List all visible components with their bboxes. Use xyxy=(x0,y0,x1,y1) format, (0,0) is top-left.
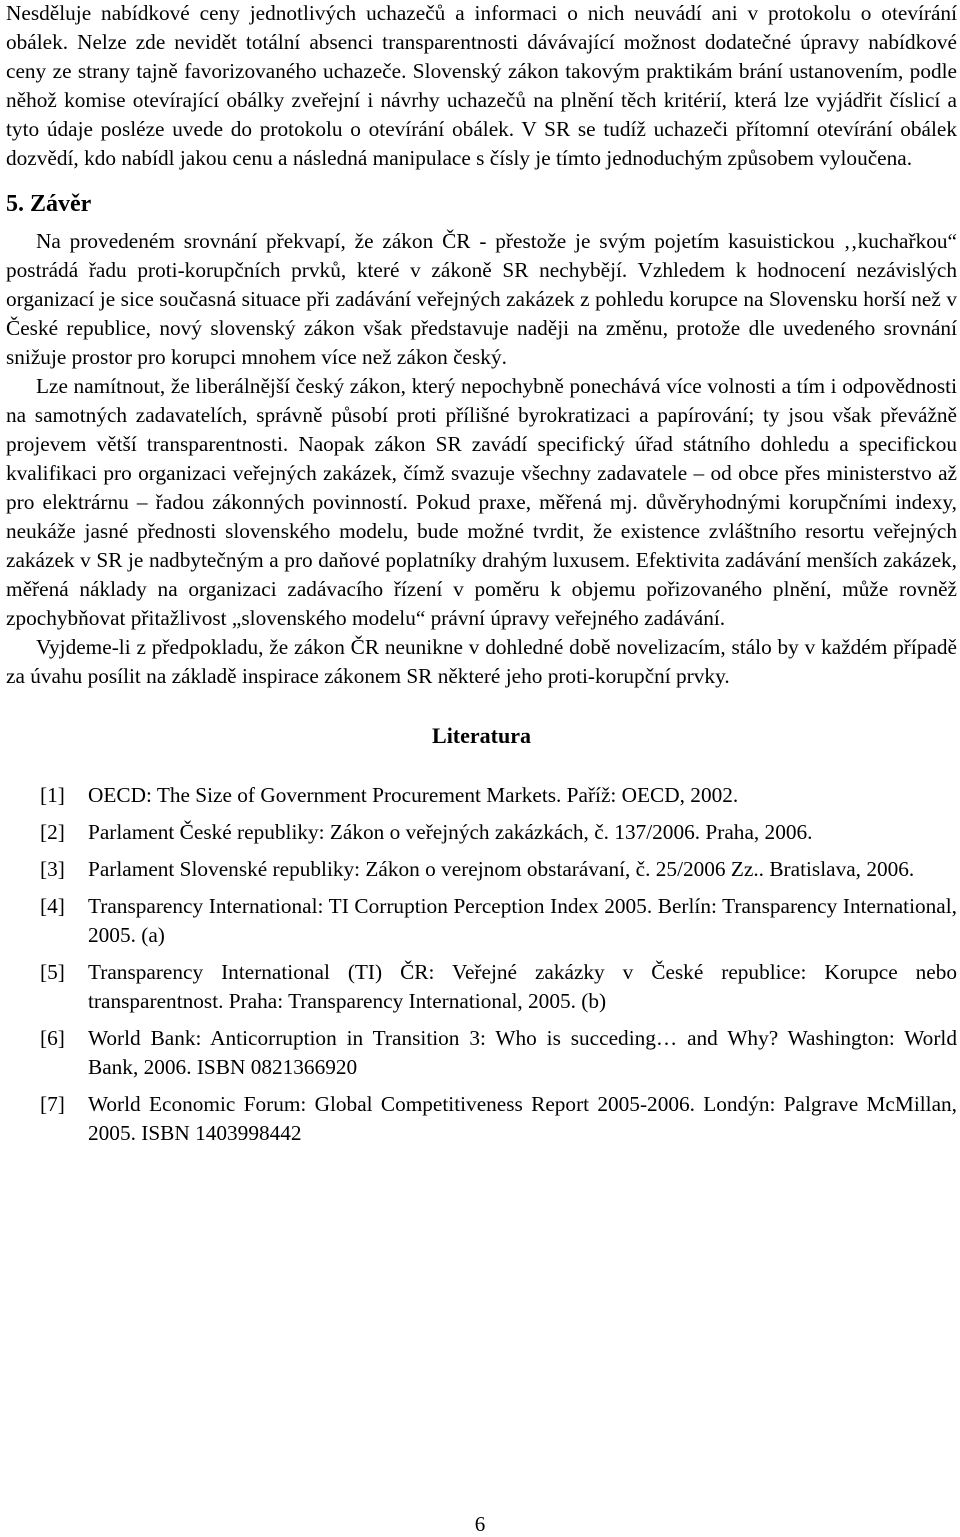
reference-number: [4] xyxy=(40,894,65,918)
reference-item xyxy=(6,1090,957,1148)
page-number: 6 xyxy=(474,1512,486,1536)
document-page xyxy=(6,0,957,1156)
reference-text: World Economic Forum: Global Competitiveness Report 2005-2006. Londýn: Palgrave McMillan, 2005. ISBN 1403998442 xyxy=(88,1092,957,1145)
body-paragraph-intro: Nesděluje nabídkové ceny jednotlivých uchazečů a informaci o nich neuvádí ani v protokolu o otevírání obálek. Nelze zde nevidět totální absenci transparentnosti dávávající možnost dodatečné úpravy nabídkové ceny ze strany tajně favorizovaného uchazeče. Slovenský zákon takovým praktikám brání ustanovením, podle něhož komise otevírající obálky zveřejní i návrhy uchazečů na plnění těch kritérií, která lze vyjádřit číslicí a tyto údaje posléze uvede do protokolu o otevírání obálek. V SR se tudíž uchazeči přítomní otevírání obálek dozvědí, kdo nabídl jakou cenu a následná manipulace s čísly je tímto jednoduchým způsobem vyloučena. xyxy=(6,1,957,170)
reference-item xyxy=(6,958,957,1016)
reference-number: [7] xyxy=(40,1092,65,1116)
reference-item xyxy=(6,818,957,847)
reference-number: [2] xyxy=(40,820,65,844)
reference-number: [6] xyxy=(40,1026,65,1050)
body-paragraph-3: Vyjdeme-li z předpokladu, že zákon ČR neunikne v dohledné době novelizacím, stálo by v každém případě za úvahu posílit na základě inspirace zákonem SR některé jeho proti-korupční prvky. xyxy=(6,635,957,688)
body-paragraph-1: Na provedeném srovnání překvapí, že zákon ČR - přestože je svým pojetím kasuistickou ‚‚kuchařkou“ postrádá řadu proti-korupčních prvků, které v zákoně SR nechybějí. Vzhledem k hodnocení nezávislých organizací je sice současná situace při zadávání veřejných zakázek z pohledu korupce na Slovensku horší než v České republice, nový slovenský zákon však představuje naději na změnu, protože dle uvedeného srovnání snižuje prostor pro korupci mnohem více než zákon český. xyxy=(6,229,957,369)
reference-item xyxy=(6,855,957,884)
reference-text: Parlament Slovenské republiky: Zákon o verejnom obstarávaní, č. 25/2006 Zz.. Bratislava, 2006. xyxy=(88,857,915,881)
reference-text: Parlament České republiky: Zákon o veřejných zakázkách, č. 137/2006. Praha, 2006. xyxy=(88,820,813,844)
reference-number: [1] xyxy=(40,783,65,807)
reference-text: Transparency International: TI Corruption Perception Index 2005. Berlín: Transparency International, 2005. (a) xyxy=(88,894,957,947)
reference-item xyxy=(6,1024,957,1082)
reference-number: [5] xyxy=(40,960,65,984)
section-heading: 5. Závěr xyxy=(6,191,92,217)
reference-item xyxy=(6,781,957,810)
body-paragraph-2: Lze namítnout, že liberálnější český zákon, který nepochybně ponechává více volnosti a tím i odpovědnosti na samotných zadavatelích, správně působí proti přílišné byrokratizaci a papírování; ty jsou však převážně projevem větší transparentnosti. Naopak zákon SR zavádí specifický úřad státního dohledu a specifickou kvalifikaci pro organizaci veřejných zakázek, čímž svazuje všechny zadavatele – od obce přes ministerstvo až pro elektrárnu – řadou zákonných povinností. Pokud praxe, měřená mj. důvěryhodnými korupčními indexy, neukáže jasné přednosti slovenského modelu, bude možné tvrdit, že existence zvláštního resortu veřejných zakázek v SR je nadbytečným a pro daňové poplatníky drahým luxusem. Efektivita zadávání menších zakázek, měřená náklady na organizaci zadávacího řízení v poměru k objemu pořizovaného plnění, může rovněž zpochybňovat přitažlivost „slovenského modelu“ právní úpravy veřejného zadávání. xyxy=(6,374,957,630)
reference-text: OECD: The Size of Government Procurement Markets. Paříž: OECD, 2002. xyxy=(88,783,739,807)
reference-list xyxy=(6,781,957,1148)
literature-title: Literatura xyxy=(432,723,531,748)
reference-text: World Bank: Anticorruption in Transition 3: Who is succeding… and Why? Washington: World Bank, 2006. ISBN 0821366920 xyxy=(88,1026,957,1079)
reference-text: Transparency International (TI) ČR: Veřejné zakázky v České republice: Korupce nebo transparentnost. Praha: Transparency International, 2005. (b) xyxy=(88,960,957,1013)
reference-number: [3] xyxy=(40,857,65,881)
reference-item xyxy=(6,892,957,950)
